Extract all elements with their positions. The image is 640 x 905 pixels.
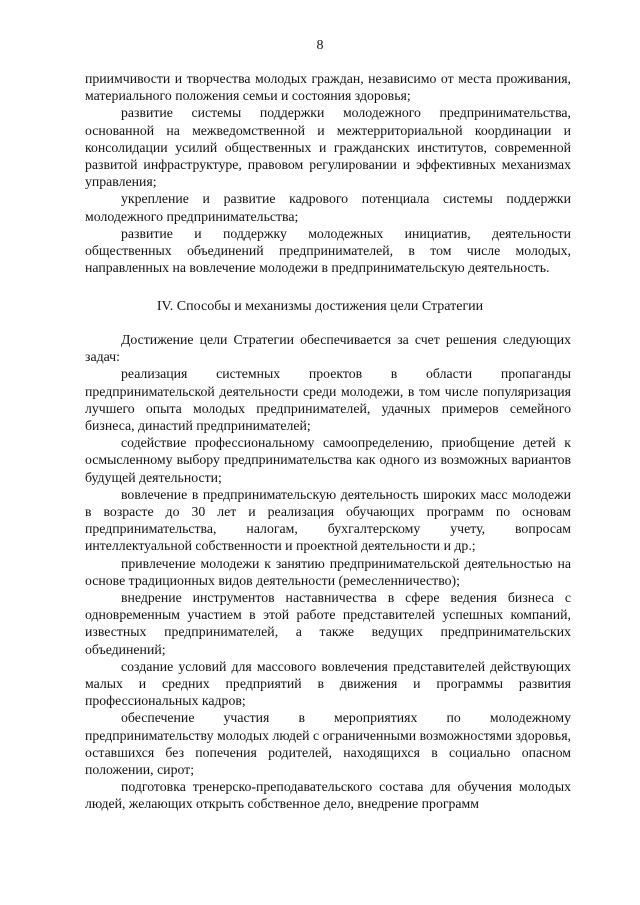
paragraph: обеспечение участия в мероприятиях по молодежному предпринимательству молодых людей с ограниченными возможностями здоровья, оставшихся без попечения родителей, находящихся в социально опасном положении, сирот;	[85, 710, 571, 778]
paragraph: подготовка тренерско-преподавательского состава для обучения молодых людей, желающих открыть собственное дело, внедрение программ	[85, 779, 571, 812]
paragraph: содействие профессиональному самоопределению, приобщение детей к осмысленному выбору предпринимательства как одного из возможных вариантов будущей деятельности;	[85, 435, 571, 485]
paragraph: вовлечение в предпринимательскую деятельность широких масс молодежи в возрасте до 30 лет и реализация обучающих программ по основам предпринимательства, налогам, бухгалтерскому учету, вопросам интеллектуальной собственности и проектной деятельности и др.;	[85, 486, 571, 554]
paragraph: развитие системы поддержки молодежного предпринимательства, основанной на межведомственной и межтерриториальной координации и консолидации усилий общественных и гражданских институтов, современной развитой инфраструктуре, правовом регулировании и эффективных механизмах управления;	[85, 105, 571, 190]
page-number: 8	[316, 38, 324, 53]
paragraph: привлечение молодежи к занятию предпринимательской деятельностью на основе традиционных видов деятельности (ремесленничество);	[85, 555, 571, 588]
paragraph: развитие и поддержку молодежных инициатив, деятельности общественных объединений предпринимателей, в том числе молодых, направленных на вовлечение молодежи в предпринимательскую деятельность.	[85, 225, 571, 276]
paragraph: укрепление и развитие кадрового потенциала системы поддержки молодежного предпринимательства;	[85, 191, 571, 224]
paragraph: Достижение цели Стратегии обеспечивается за счет решения следующих задач:	[85, 332, 571, 365]
paragraph: внедрение инструментов наставничества в сфере ведения бизнеса с одновременным участием в этой работе представителей успешных компаний, известных предпринимателей, а также ведущих предпринимательских объединений;	[85, 590, 571, 657]
section-heading: IV. Способы и механизмы достижения цели Стратегии	[156, 299, 484, 314]
paragraph: реализация системных проектов в области пропаганды предпринимательской деятельности среди молодежи, в том числе популяризация лучшего опыта молодых предпринимателей, удачных примеров семейного бизнеса, династий предпринимателей;	[85, 366, 571, 434]
text-block-top	[85, 70, 571, 276]
paragraph: создание условий для массового вовлечения представителей действующих малых и средних предприятий в движения и программы развития профессиональных кадров;	[85, 658, 571, 709]
text-block-bottom	[85, 331, 571, 813]
paragraph: приимчивости и творчества молодых граждан, независимо от места проживания, материального положения семьи и состояния здоровья;	[85, 71, 571, 104]
